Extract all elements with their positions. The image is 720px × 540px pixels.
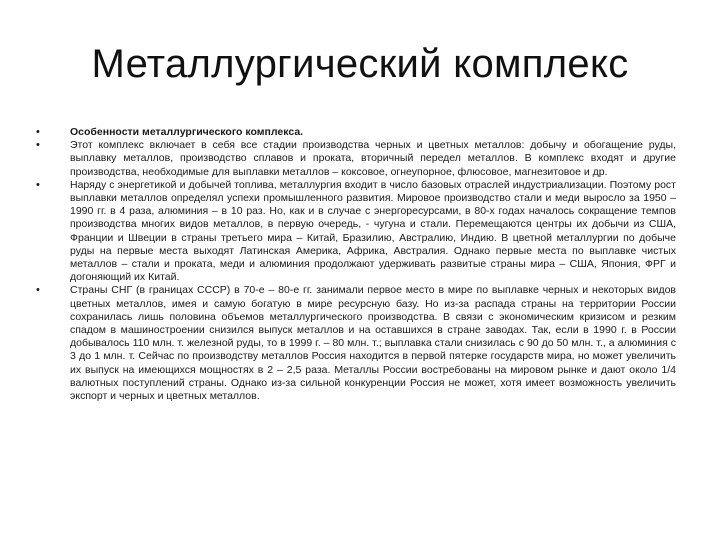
- bullet-heading: Особенности металлургического комплекса.: [70, 126, 304, 138]
- bullet-list: [36, 126, 676, 403]
- slide-title: Металлургический комплекс: [91, 42, 629, 86]
- bullet-item: [36, 139, 676, 179]
- bullet-icon: •: [36, 284, 40, 297]
- bullet-item: [36, 284, 676, 403]
- bullet-item: [36, 126, 676, 139]
- bullet-text: Наряду с энергетикой и добычей топлива, металлургия входит в число базовых отраслей индустриализации. Поэтому рост выплавки металлов определял успехи промышленного развития. Мировое производство стали и меди выросло за 1950 – 1990 гг. в 4 раза, алюминия – в 10 раз. Но, как и в случае с энергоресурсами, в 80-х годах началось сокращение темпов производства многих видов металлов, в первую очередь, - чугуна и стали. Перемещаются центры их добычи из США, Франции и Швеции в страны третьего мира – Китай, Бразилию, Австралию, Индию. В цветной металлургии по добыче руды на первые места выходят Латинская Америка, Африка, Австралия. Однако первые места по выплавке чистых металлов – стали и проката, меди и алюминия продолжают удерживать развитые страны мира – США, Япония, ФРГ и догоняющий их Китай.: [70, 178, 676, 284]
- bullet-item: [36, 179, 676, 285]
- bullet-text: Этот комплекс включает в себя все стадии производства черных и цветных металлов: добычу и обогащение руды, выплавку металлов, производство сплавов и проката, вторичный передел металлов. В комплекс входят и другие производства, необходимые для выплавки металлов – коксовое, огнеупорное, флюсовое, магнезитовое и др.: [70, 139, 676, 178]
- bullet-text: Страны СНГ (в границах СССР) в 70-е – 80-е гг. занимали первое место в мире по выплавке черных и некоторых видов цветных металлов, имея и самую богатую в мире ресурсную базу. Но из-за распада страны на территории России сохранилась лишь половина объемов металлургического производства. В связи с экономическим кризисом и резким спадом в машиностроении снизился выпуск металлов и на оставшихся в стране заводах. Так, если в 1990 г. в России добывалось 110 млн. т. железной руды, то в 1999 г. – 80 млн. т.; выплавка стали снизилась с 90 до 50 млн. т., а алюминия с 3 до 1 млн. т. Сейчас по производству металлов Россия находится в первой пятерке государств мира, но может увеличить их выпуск на имеющихся мощностях в 2 – 2,5 раза. Металлы России востребованы на мировом рынке и дают около 1/4 валютных поступлений страны. Однако из-за сильной конкуренции Россия не может, хотя имеет возможность увеличить экспорт и черных и цветных металлов.: [70, 284, 676, 403]
- bullet-icon: •: [36, 126, 40, 138]
- bullet-icon: •: [36, 178, 40, 191]
- bullet-icon: •: [36, 139, 40, 152]
